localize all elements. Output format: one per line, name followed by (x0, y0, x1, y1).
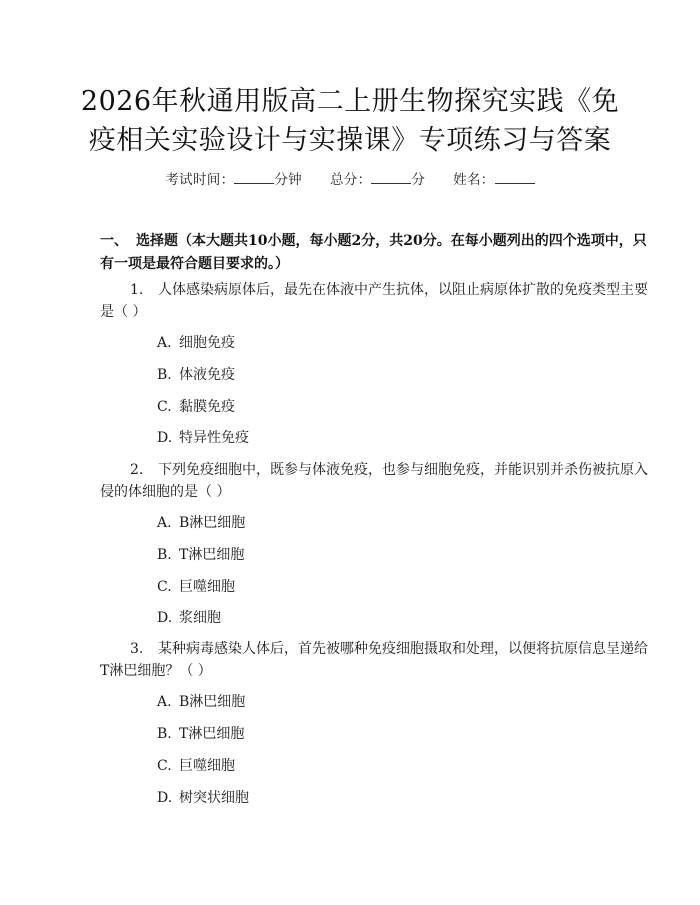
question-3-option-c: C. 巨噬细胞 (157, 758, 235, 774)
exam-score-blank (371, 171, 411, 184)
exam-time-blank (234, 171, 274, 184)
question-number: 3. (130, 641, 144, 657)
exam-time-label: 考试时间： (165, 172, 235, 188)
question-3-option-a: A. B淋巴细胞 (157, 694, 246, 710)
question-3-option-b: B. T淋巴细胞 (157, 726, 245, 742)
exam-score-unit: 分 (411, 172, 426, 188)
document-title-line-2: 疫相关实验设计与实操课》专项练习与答案 (88, 125, 612, 156)
section-number: 一、 (100, 233, 128, 249)
question-text: 下列免疫细胞中，既参与体液免疫，也参与细胞免疫，并能识别并杀伤被抗原入侵的体细胞的是（ ） (100, 462, 648, 500)
question-3-option-d: D. 树突状细胞 (157, 790, 249, 806)
section-heading (100, 230, 650, 276)
question-1 (100, 279, 650, 323)
question-2-option-c: C. 巨噬细胞 (157, 579, 235, 595)
exam-name-blank (495, 171, 535, 184)
question-1-option-c: C. 黏膜免疫 (157, 399, 235, 415)
question-1-option-a: A. 细胞免疫 (157, 335, 235, 351)
question-number: 2. (130, 462, 144, 478)
exam-score-label: 总分： (329, 172, 372, 188)
question-text: 某种病毒感染人体后，首先被哪种免疫细胞摄取和处理，以便将抗原信息呈递给T淋巴细胞？（ ） (100, 641, 648, 679)
question-1-option-b: B. 体液免疫 (157, 367, 235, 383)
question-3 (100, 638, 650, 682)
document-title-line-1: 2026年秋通用版高二上册生物探究实践《免 (80, 86, 620, 117)
question-1-option-d: D. 特异性免疫 (157, 430, 249, 446)
exam-time-unit: 分钟 (274, 172, 302, 188)
section-heading-text: 选择题（本大题共10小题，每小题2分，共20分。在每小题列出的四个选项中，只有一项是最符合题目要求的。） (100, 233, 647, 272)
exam-info (0, 168, 700, 188)
question-2-option-d: D. 浆细胞 (157, 610, 221, 626)
question-2 (100, 459, 650, 503)
exam-name-label: 姓名： (453, 172, 495, 188)
question-2-option-a: A. B淋巴细胞 (157, 515, 246, 531)
question-2-option-b: B. T淋巴细胞 (157, 547, 245, 563)
question-number: 1. (130, 282, 144, 298)
question-text: 人体感染病原体后，最先在体液中产生抗体，以阻止病原体扩散的免疫类型主要是（ ） (100, 282, 648, 320)
